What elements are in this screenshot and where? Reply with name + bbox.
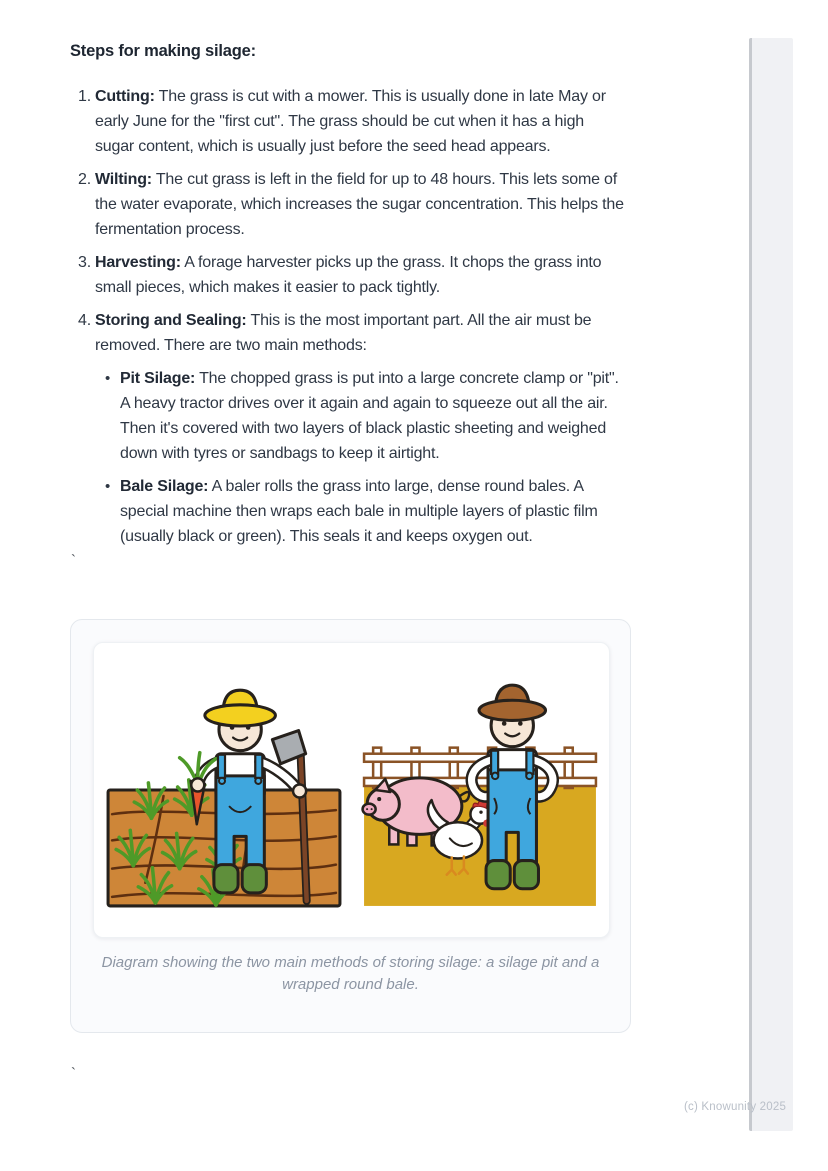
list-item-text [120,474,626,549]
step-text: This is the most important part. All the air must be removed. There are two main methods: [95,312,592,354]
figure-card [70,619,631,1033]
page-title: Steps for making silage: [70,42,256,60]
method-label: Pit Silage: [120,370,196,387]
list-item-wilting [78,167,626,242]
list-number: 3. [78,254,91,271]
figure-caption [91,952,610,995]
list-item-bale-silage [105,474,626,549]
watermark-text: (c) Knowunity 2025 [684,1101,787,1113]
step-label: Harvesting: [95,254,181,271]
straw-hat [204,690,275,726]
method-text: The chopped grass is put into a large concrete clamp or "pit". A heavy tractor drives over it again and again to squeeze out all the air. Then it's covered with two layers of black plastic sheeting and weighed down with tyres or sandbags to keep it airtight. [120,370,619,462]
farmer-in-field-illustration [103,667,345,914]
pig-snout [362,803,375,814]
list-item-text [95,84,626,159]
figure-caption-text: Diagram showing the two main methods of storing silage: a silage pit and a wrapped round bale. [101,954,600,993]
bullet-marker: • [105,370,111,387]
step-label: Storing and Sealing: [95,312,247,329]
methods-sublist [105,366,626,549]
step-label: Wilting: [95,171,152,188]
step-text: The grass is cut with a mower. This is usually done in late May or early June for the "first cut". The grass should be cut when it has a high sugar content, which is usually just before the seed head appears. [95,88,606,155]
brown-hat [478,685,545,720]
method-label: Bale Silage: [120,478,209,495]
next-page-edge [749,38,793,1131]
list-item-storing-sealing [78,308,626,557]
method-text: A baler rolls the grass into large, dense round bales. A special machine then wraps each bale in multiple layers of plastic film (usually black or green). This seals it and keeps oxygen out. [120,478,598,545]
stray-backtick-mark: ` [71,1065,76,1082]
list-number: 1. [78,88,91,105]
stray-backtick-mark: ` [71,552,76,569]
list-item-harvesting [78,250,626,300]
bullet-marker: • [105,478,111,495]
list-number: 2. [78,171,91,188]
farmer-with-animals-illustration [359,667,601,914]
step-text: A forage harvester picks up the grass. It chops the grass into small pieces, which makes it easier to pack tightly. [95,254,602,296]
pig-eye [377,797,381,801]
list-number: 4. [78,312,91,329]
list-item-pit-silage [105,366,626,466]
steps-list [70,84,626,557]
list-item-text [95,308,626,557]
list-item-text [120,366,626,466]
step-text: The cut grass is left in the field for up to 48 hours. This lets some of the water evaporate, which increases the sugar concentration. This helps the fermentation process. [95,171,624,238]
list-item-cutting [78,84,626,159]
chicken-eye [479,810,482,813]
list-item-text [95,167,626,242]
list-item-text [95,250,626,300]
document-content [70,42,626,565]
figure-image-panel [93,642,610,938]
step-label: Cutting: [95,88,155,105]
